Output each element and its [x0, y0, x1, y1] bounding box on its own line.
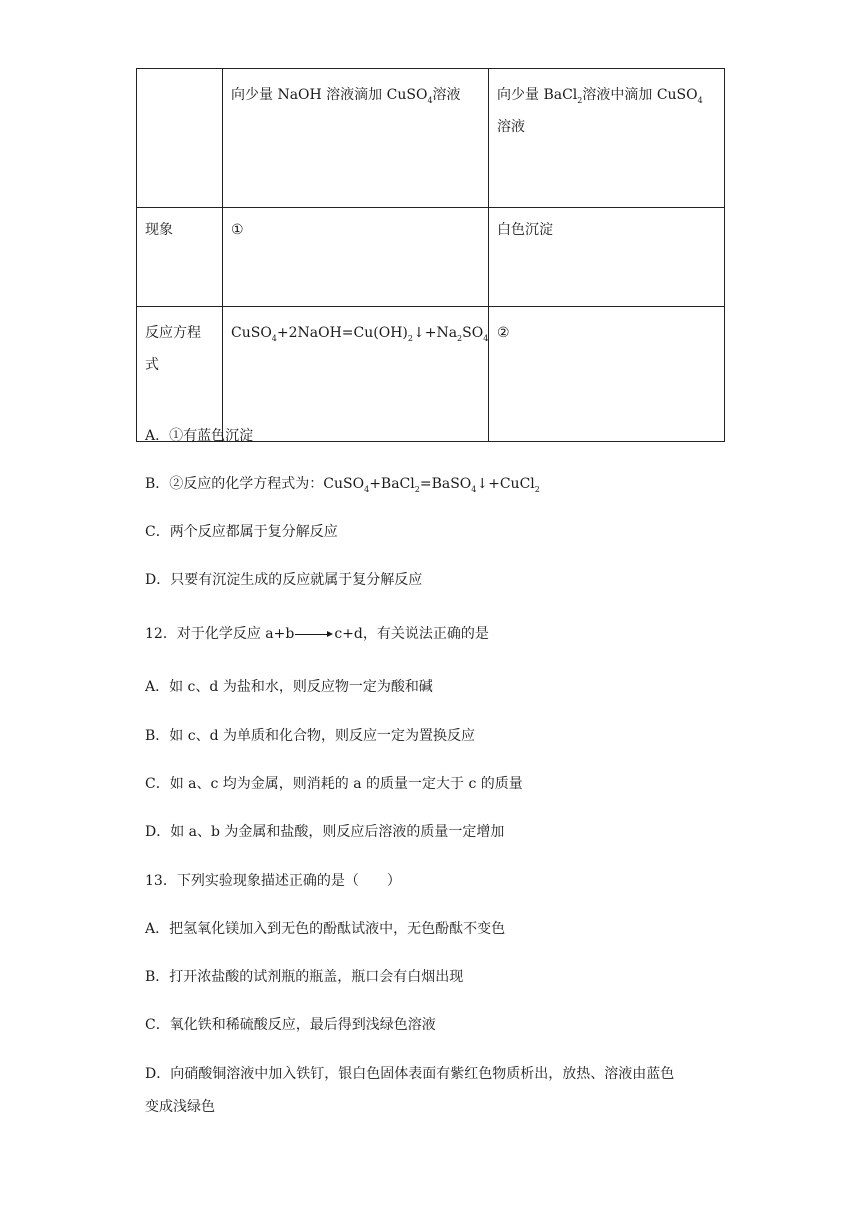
q13-option-b: B．打开浓盐酸的试剂瓶的瓶盖，瓶口会有白烟出现 — [145, 969, 464, 985]
row-label-phenomenon: 现象 — [137, 208, 223, 307]
q11-option-d: D．只要有沉淀生成的反应就属于复分解反应 — [145, 572, 423, 588]
table-row-equation — [137, 307, 725, 442]
q13-option-d-line1: D．向硝酸铜溶液中加入铁钉，银白色固体表面有紫红色物质析出，放热、溶液由蓝色 — [145, 1066, 675, 1082]
equation-blank-2: ② — [489, 307, 725, 442]
table-row-phenomenon — [137, 208, 725, 307]
phenomenon-white-precipitate: 白色沉淀 — [489, 208, 725, 307]
table-header-row — [137, 69, 725, 208]
q11-option-a: A．①有蓝色沉淀 — [145, 428, 254, 444]
q13-option-d-line2: 变成浅绿色 — [145, 1099, 215, 1115]
header-cell-bacl2: 向少量 BaCl$_2$溶液中滴加 CuSO$_4$溶液 — [489, 69, 725, 208]
phenomenon-blank-1: ① — [223, 208, 489, 307]
experiment-table — [136, 68, 725, 442]
q13-option-c: C．氧化铁和稀硫酸反应，最后得到浅绿色溶液 — [145, 1017, 436, 1033]
reaction-arrow-icon — [295, 629, 333, 639]
q13-option-a: A．把氢氧化镁加入到无色的酚酞试液中，无色酚酞不变色 — [145, 921, 506, 937]
header-cell-empty — [137, 69, 223, 208]
q12-option-c: C．如 a、c 均为金属，则消耗的 a 的质量一定大于 c 的质量 — [145, 776, 523, 792]
q12-option-b: B．如 c、d 为单质和化合物，则反应一定为置换反应 — [145, 728, 475, 744]
q12-stem: 12．对于化学反应 a+b c+d，有关说法正确的是 — [145, 626, 489, 642]
q11-option-b: B．②反应的化学方程式为：CuSO$_4$+BaCl$_2$=BaSO$_4$↓+CuCl$_2$ — [145, 476, 540, 494]
header-cell-naoh: 向少量 NaOH 溶液滴加 CuSO$_4$溶液 — [223, 69, 489, 208]
q13-stem: 13．下列实验现象描述正确的是（ ） — [145, 873, 401, 889]
row-label-equation: 反应方程式 — [137, 307, 223, 442]
q12-option-a: A．如 c、d 为盐和水，则反应物一定为酸和碱 — [145, 679, 433, 695]
equation-naoh-cuso4: $CuSO_4+2NaOH=Cu(OH)_2↓+Na_2SO_4$ — [223, 307, 489, 442]
q12-option-d: D．如 a、b 为金属和盐酸，则反应后溶液的质量一定增加 — [145, 824, 505, 840]
q11-option-c: C．两个反应都属于复分解反应 — [145, 524, 338, 540]
